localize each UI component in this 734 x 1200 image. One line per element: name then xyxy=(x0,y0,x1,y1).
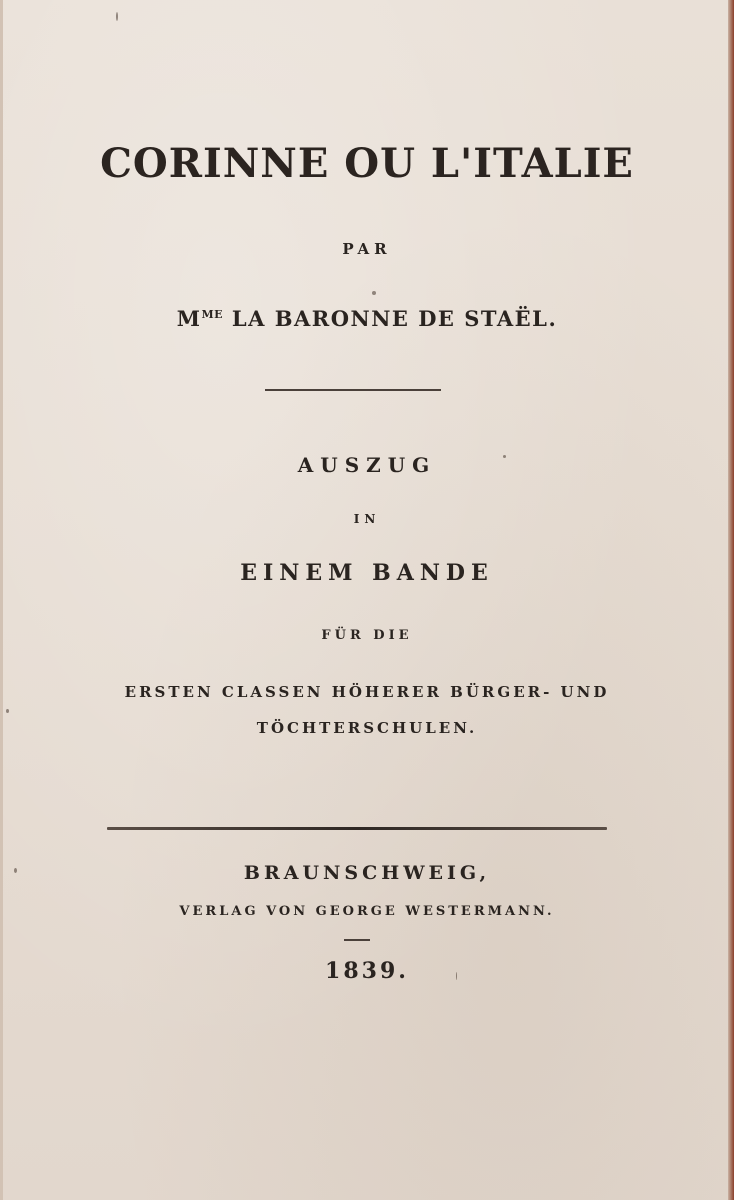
book-title: CORINNE OU L'ITALIE xyxy=(100,140,634,187)
author-line xyxy=(0,306,734,331)
subtitle-in: IN xyxy=(353,512,381,526)
ink-speck xyxy=(116,12,118,21)
divider-rule-tiny xyxy=(344,939,370,941)
subtitle-einem-bande: EINEM BANDE xyxy=(240,560,494,586)
subtitle-ersten-classen: ERSTEN CLASSEN HÖHERER BÜRGER- UND xyxy=(124,683,610,701)
divider-rule-long xyxy=(107,827,607,830)
publisher-line: VERLAG VON GEORGE WESTERMANN. xyxy=(179,904,555,919)
ink-speck xyxy=(6,709,9,713)
by-line: PAR xyxy=(342,240,392,258)
author-name: LA BARONNE DE STAËL. xyxy=(231,306,558,331)
author-prefix: M xyxy=(176,306,202,331)
ink-speck xyxy=(372,291,376,295)
author-prefix-superscript: ME xyxy=(201,308,224,321)
publication-year: 1839. xyxy=(325,958,409,984)
subtitle-toechterschulen: TÖCHTERSCHULEN. xyxy=(256,719,478,737)
subtitle-fuer-die: FÜR DIE xyxy=(321,628,413,643)
publication-city: BRAUNSCHWEIG, xyxy=(243,862,491,884)
divider-rule-short xyxy=(265,389,441,391)
subtitle-auszug: AUSZUG xyxy=(297,453,437,477)
